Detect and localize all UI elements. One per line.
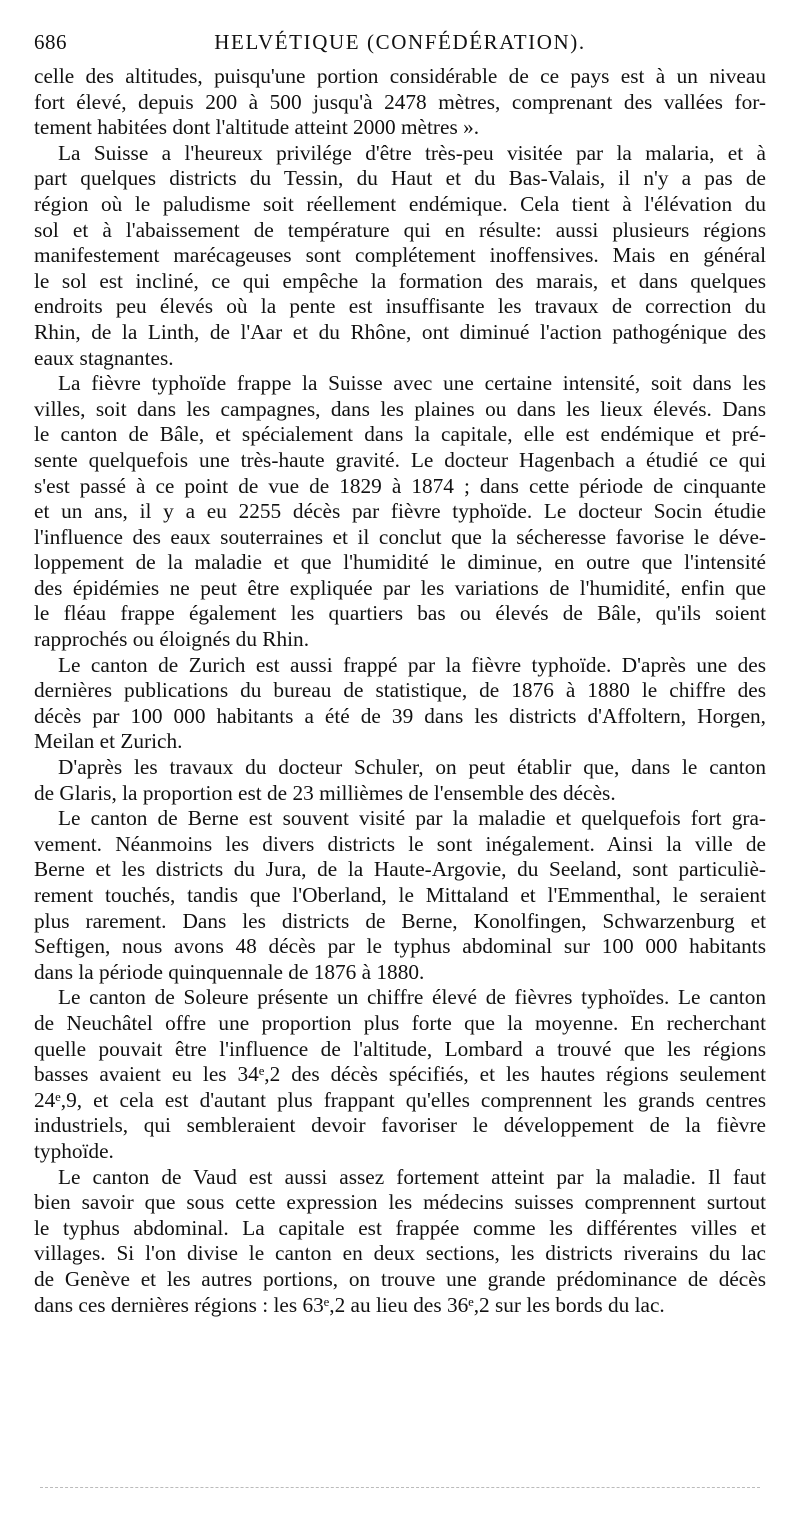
text-line: bien savoir que sous cette expression les médecins suisses comprennent surtout	[34, 1190, 766, 1215]
text-line: des épidémies ne peut être expliquée par les variations de l'humidité, enfin que	[34, 575, 766, 600]
paragraph	[34, 64, 766, 141]
text-line: rement touchés, tandis que l'Oberland, le Mittaland et l'Emmenthal, le seraient	[34, 883, 766, 907]
running-title: HELVÉTIQUE (CONFÉDÉRATION).	[214, 30, 586, 54]
text-line: celle des altitudes, puisqu'une portion considérable de ce pays est à un niveau	[34, 64, 766, 88]
text-line: fort élevé, depuis 200 à 500 jusqu'à 2478 mètres, comprenant des vallées for-	[34, 89, 766, 114]
text-line: Berne et les districts du Jura, de la Haute-Argovie, du Seeland, sont particuliè-	[34, 857, 766, 882]
text-line: Seftigen, nous avons 48 décès par le typhus abdominal sur 100 000 habitants	[34, 934, 766, 959]
text-line: 24ᵉ,9, et cela est d'autant plus frappant qu'elles comprennent les grands centres	[34, 1087, 766, 1112]
page-number: 686	[34, 30, 67, 54]
text-line: Le canton de Soleure présente un chiffre élevé de fièvres typhoïdes. Le canton	[58, 985, 766, 1010]
text-line: s'est passé à ce point de vue de 1829 à 1874 ; dans cette période de cinquante	[34, 473, 766, 498]
text-line: tement habitées dont l'altitude atteint 2000 mètres ».	[34, 115, 480, 140]
text-line: loppement de la maladie et que l'humidité le diminue, en outre que l'intensité	[34, 550, 766, 575]
text-line: industriels, qui sembleraient devoir favoriser le développement de la fièvre	[34, 1113, 766, 1138]
text-line: D'après les travaux du docteur Schuler, on peut établir que, dans le canton	[58, 755, 766, 780]
text-line: le fléau frappe également les quartiers bas ou élevés de Bâle, qu'ils soient	[34, 601, 766, 626]
text-line: La fièvre typhoïde frappe la Suisse avec une certaine intensité, soit dans les	[58, 371, 766, 396]
paragraph	[34, 371, 766, 653]
paragraph	[34, 653, 766, 755]
text-line: endroits peu élevés où la pente est insuffisante les travaux de correction du	[34, 294, 766, 319]
document-page	[34, 28, 766, 1318]
text-line: dernières publications du bureau de statistique, de 1876 à 1880 le chiffre des	[34, 678, 766, 703]
text-line: Le canton de Vaud est aussi assez fortement atteint par la maladie. Il faut	[58, 1164, 766, 1189]
body-text	[34, 64, 766, 1318]
text-line: eaux stagnantes.	[34, 345, 174, 370]
text-line: typhoïde.	[34, 1138, 114, 1163]
text-line: de Glaris, la proportion est de 23 millièmes de l'ensemble des décès.	[34, 780, 616, 805]
text-line: décès par 100 000 habitants a été de 39 dans les districts d'Affoltern, Horgen,	[34, 703, 766, 728]
text-line: villes, soit dans les campagnes, dans les plaines ou dans les lieux élevés. Dans	[34, 396, 766, 421]
paragraph	[34, 755, 766, 806]
text-line: l'influence des eaux souterraines et il conclut que la sécheresse favorise le déve-	[34, 524, 766, 549]
text-line: le sol est incliné, ce qui empêche la formation des marais, et dans quelques	[34, 268, 766, 293]
paragraph	[34, 806, 766, 985]
text-line: Meilan et Zurich.	[34, 729, 183, 754]
text-line: le typhus abdominal. La capitale est frappée comme les différentes villes et	[34, 1215, 766, 1240]
text-line: manifestement marécageuses sont complétement inoffensives. Mais en général	[34, 243, 766, 268]
text-line: le canton de Bâle, et spécialement dans la capitale, elle est endémique et pré-	[34, 422, 766, 447]
text-line: dans la période quinquennale de 1876 à 1880.	[34, 959, 425, 984]
paragraph	[34, 141, 766, 371]
text-line: La Suisse a l'heureux privilége d'être très-peu visitée par la malaria, et à	[58, 140, 766, 165]
text-line: et un ans, il y a eu 2255 décès par fièvre typhoïde. Le docteur Socin étudie	[34, 499, 766, 524]
page-header	[34, 28, 766, 64]
text-line: quelle pouvait être l'influence de l'altitude, Lombard a trouvé que les régions	[34, 1036, 766, 1061]
text-line: vement. Néanmoins les divers districts le sont inégalement. Ainsi la ville de	[34, 831, 766, 856]
text-line: région où le paludisme soit réellement endémique. Cela tient à l'élévation du	[34, 191, 766, 216]
text-line: Le canton de Zurich est aussi frappé par la fièvre typhoïde. D'après une des	[58, 652, 766, 677]
paragraph	[34, 1165, 766, 1319]
text-line: Rhin, de la Linth, de l'Aar et du Rhône, ont diminué l'action pathogénique des	[34, 319, 766, 344]
text-line: sol et à l'abaissement de température qui en résulte: aussi plusieurs régions	[34, 217, 766, 242]
text-line: basses avaient eu les 34ᵉ,2 des décès spécifiés, et les hautes régions seulement	[34, 1062, 766, 1087]
text-line: de Neuchâtel offre une proportion plus forte que la moyenne. En recherchant	[34, 1010, 766, 1035]
text-line: villages. Si l'on divise le canton en deux sections, les districts riverains du lac	[34, 1241, 766, 1266]
text-line: Le canton de Berne est souvent visité par la maladie et quelquefois fort gra-	[58, 806, 766, 831]
text-line: rapprochés ou éloignés du Rhin.	[34, 627, 310, 652]
text-line: plus rarement. Dans les districts de Berne, Konolfingen, Schwarzenburg et	[34, 908, 766, 933]
text-line: de Genève et les autres portions, on trouve une grande prédominance de décès	[34, 1266, 766, 1291]
text-line: sente quelquefois une très-haute gravité. Le docteur Hagenbach a étudié ce qui	[34, 447, 766, 472]
text-line: dans ces dernières régions : les 63ᵉ,2 au lieu des 36ᵉ,2 sur les bords du lac.	[34, 1292, 665, 1317]
paragraph	[34, 985, 766, 1164]
footer-rule	[40, 1487, 760, 1488]
text-line: part quelques districts du Tessin, du Haut et du Bas-Valais, il n'y a pas de	[34, 166, 766, 191]
